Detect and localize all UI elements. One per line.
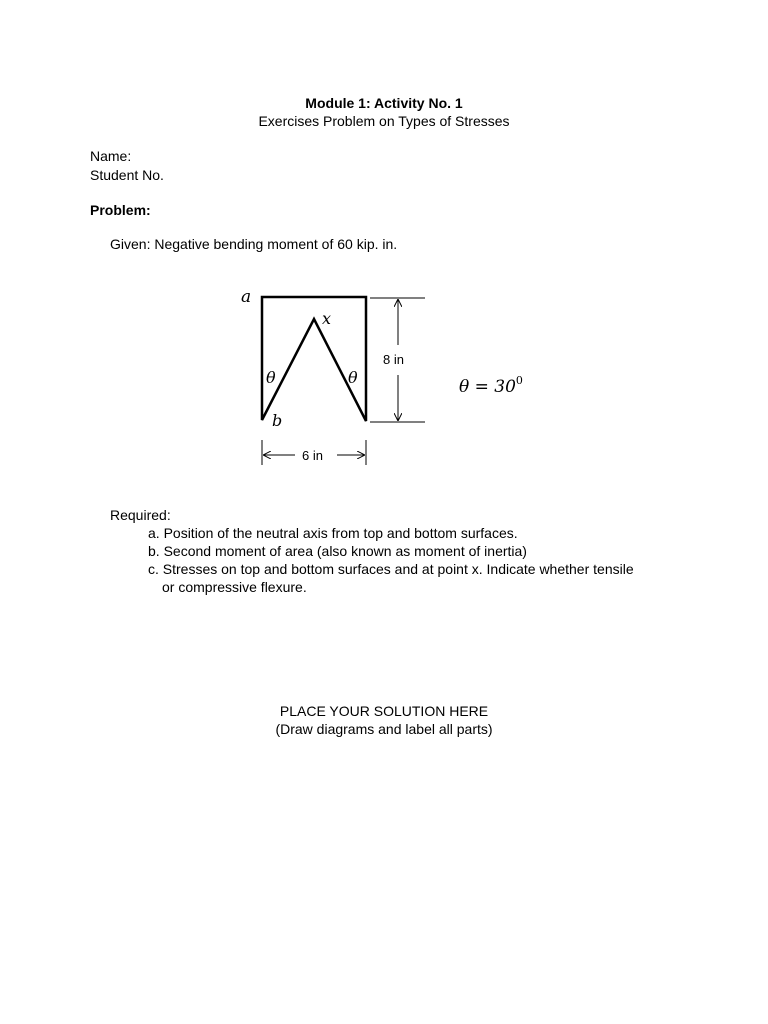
name-label: Name: (90, 148, 132, 164)
solution-placeholder-title: PLACE YOUR SOLUTION HERE (279, 703, 489, 719)
page-subtitle: Exercises Problem on Types of Stresses (258, 113, 510, 129)
angle-equation: $\theta = 30^0$ (459, 374, 523, 397)
page-title: Module 1: Activity No. 1 (305, 95, 463, 111)
problem-heading: Problem: (90, 202, 151, 218)
required-item-c: c. Stresses on top and bottom surfaces and at point x. Indicate whether tensile (148, 561, 634, 577)
width-dimension: 6 in (302, 448, 323, 463)
required-item-b: b. Second moment of area (also known as moment of inertia) (148, 543, 527, 559)
label-b: b (272, 411, 283, 430)
required-item-a: a. Position of the neutral axis from top and bottom surfaces. (148, 525, 518, 541)
label-x: x (322, 309, 332, 328)
solution-placeholder-note: (Draw diagrams and label all parts) (275, 721, 493, 737)
section-outline (262, 297, 366, 421)
required-heading: Required: (110, 507, 171, 523)
problem-given: Given: Negative bending moment of 60 kip. in. (110, 236, 398, 252)
required-item-c-continuation: or compressive flexure. (162, 579, 307, 595)
theta-right: θ (348, 368, 358, 387)
height-dimension: 8 in (383, 352, 404, 367)
theta-left: θ (266, 368, 276, 387)
label-a: a (241, 287, 252, 307)
student-no-label: Student No. (90, 167, 164, 183)
